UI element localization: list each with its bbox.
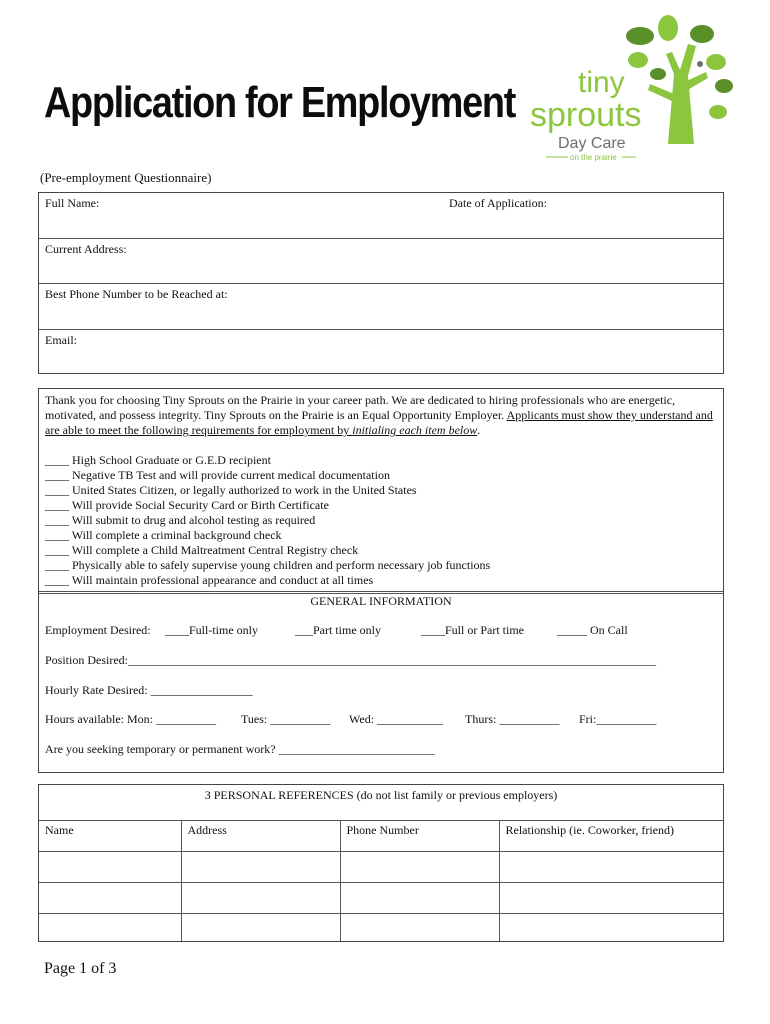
full-name-label: Full Name: [45,196,100,210]
references-section [38,784,724,942]
phone-label: Best Phone Number to be Reached at: [45,287,228,301]
leaf-icon [626,27,654,45]
contact-section [38,192,724,374]
employment-desired-line [45,623,628,638]
requirement-item[interactable]: ____ Negative TB Test and will provide current medical documentation [45,468,390,482]
leaf-icon [709,105,727,119]
page-number: Page 1 of 3 [44,960,117,977]
logo-text-tiny: tiny [578,66,625,99]
table-cell[interactable] [181,913,340,941]
table-cell[interactable] [181,851,340,882]
intro-underlined: Applicants must show they understand and are able to meet the following requirements for employment by initialing each item below [45,408,713,437]
full-time-option[interactable]: ____Full-time only [165,623,258,637]
hours-available-line [45,712,657,727]
requirements-section [38,388,724,773]
requirement-item[interactable]: ____ Will complete a Child Maltreatment Central Registry check [45,543,359,557]
thursday-field[interactable]: Thurs: __________ [465,712,560,726]
friday-field[interactable]: Fri:__________ [579,712,657,726]
leaf-icon [650,68,666,80]
requirement-item[interactable]: ____ Physically able to safely supervise young children and perform necessary job functions [45,558,491,572]
references-table [39,821,723,941]
table-cell[interactable] [499,913,723,941]
wednesday-field[interactable]: Wed: ___________ [349,712,444,726]
requirement-item[interactable]: ____ High School Graduate or G.E.D recipient [45,453,271,467]
leaf-icon [706,54,726,70]
date-label: Date of Application: [449,196,547,210]
intro-italic: initialing each item below [352,423,478,437]
column-header: Address [181,821,340,851]
table-row [39,913,723,941]
column-header: Relationship (ie. Coworker, friend) [499,821,723,851]
tiny-sprouts-logo [528,14,738,164]
monday-field[interactable]: Hours available: Mon: __________ [45,712,216,726]
table-cell[interactable] [181,882,340,913]
bird-icon [697,61,703,67]
leaf-icon [628,52,648,68]
requirement-item[interactable]: ____ Will submit to drug and alcohol testing as required [45,513,316,527]
full-or-part-option[interactable]: ____Full or Part time [421,623,524,637]
general-info-heading: GENERAL INFORMATION [310,594,452,608]
intro-paragraph: Thank you for choosing Tiny Sprouts on the Prairie in your career path. We are dedicated to hiring professionals who are energetic, motivated, and possess integrity. Tiny Sprouts on the Prairie is an Equal Opportunity Employer. Applicants must show they understand and are able to meet the following requirements for employment by initialing each item below. [45,393,713,437]
subtitle: (Pre-employment Questionnaire) [40,170,212,185]
references-heading: 3 PERSONAL REFERENCES (do not list family or previous employers) [39,785,723,821]
intro-text: Thank you for choosing Tiny Sprouts on the Prairie in your career path. We are dedicated to hiring professionals who are energetic, motivated, and possess integrity. Tiny Sprouts on the Prairie is an Equal Opportunity Employer. [45,393,676,422]
address-row[interactable] [39,239,723,285]
leaf-icon [658,15,678,41]
employment-desired-label: Employment Desired: [45,623,151,637]
tuesday-field[interactable]: Tues: __________ [241,712,331,726]
requirement-item[interactable]: ____ United States Citizen, or legally authorized to work in the United States [45,483,417,497]
logo-text-daycare: Day Care [558,135,626,152]
table-cell[interactable] [499,851,723,882]
requirement-item[interactable]: ____ Will complete a criminal background check [45,528,282,542]
column-header: Phone Number [340,821,499,851]
temp-or-permanent-field[interactable]: Are you seeking temporary or permanent work? __________________________ [45,742,435,756]
requirement-item[interactable]: ____ Will maintain professional appearance and conduct at all times [45,573,374,587]
position-desired-field[interactable]: Position Desired:________________________________________________________________________________________ [45,653,656,667]
table-cell[interactable] [39,851,181,882]
table-row [39,882,723,913]
table-cell[interactable] [340,882,499,913]
column-header: Name [39,821,181,851]
email-label: Email: [45,332,77,347]
requirement-item[interactable]: ____ Will provide Social Security Card or Birth Certificate [45,498,329,512]
email-row[interactable] [39,330,723,376]
table-cell[interactable] [340,913,499,941]
requirements-list [45,453,490,588]
table-cell[interactable] [499,882,723,913]
address-label: Current Address: [45,241,127,256]
leaf-icon [690,25,714,43]
leaf-icon [715,79,733,93]
phone-row[interactable] [39,284,723,330]
hourly-rate-field[interactable]: Hourly Rate Desired: _________________ [45,683,253,697]
logo-text-prairie: on the prairie [570,153,617,162]
table-cell[interactable] [340,851,499,882]
logo-text-sprouts: sprouts [530,96,642,134]
page-title: Application for Employment [44,78,516,127]
full-name-row[interactable] [39,193,723,239]
part-time-option[interactable]: ___Part time only [295,623,381,637]
tree-branch [648,84,674,102]
table-row [39,851,723,882]
on-call-option[interactable]: _____ On Call [557,623,628,637]
table-header-row [39,821,723,851]
table-cell[interactable] [39,913,181,941]
table-cell[interactable] [39,882,181,913]
